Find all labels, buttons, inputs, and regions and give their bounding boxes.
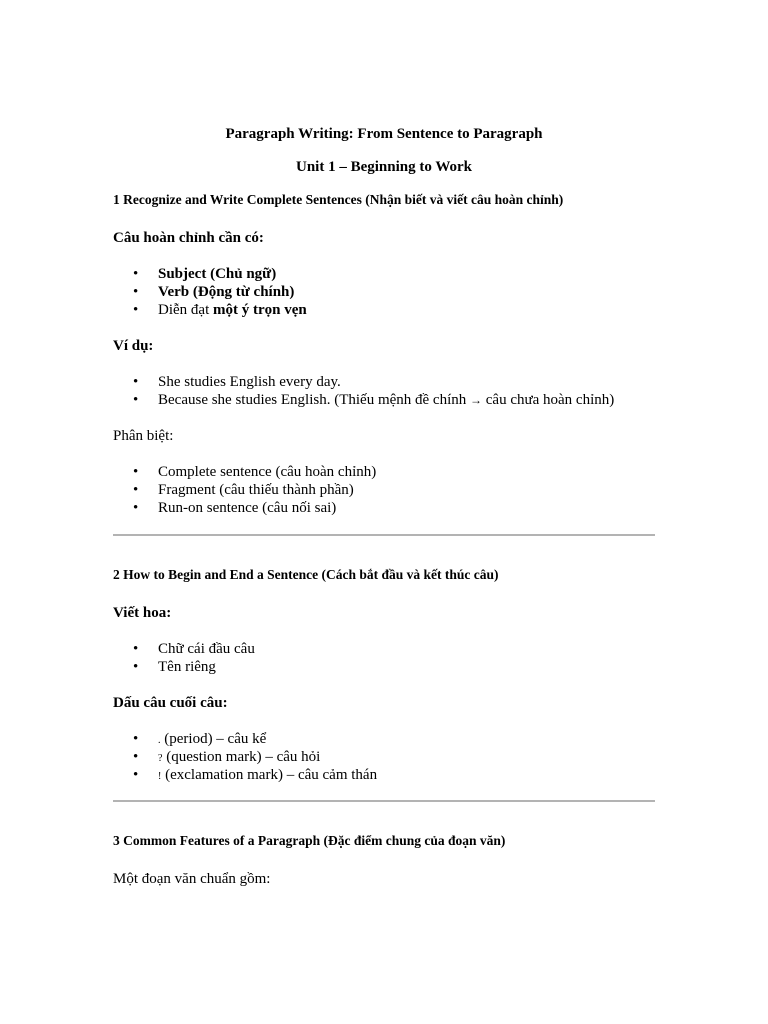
bullet-icon: • [133,767,139,783]
bullet-icon: • [133,500,139,516]
requirements-list [113,265,307,319]
requirements-label: Câu hoàn chỉnh cần có: [113,230,264,246]
question-mark: ? [158,753,163,764]
bullet-icon: • [133,284,139,300]
section-1-heading [113,191,563,209]
unit-title: Unit 1 – Beginning to Work [295,159,472,175]
list-item-emphasis: một ý trọn vẹn [212,302,307,318]
list-item-text: Verb (Động từ chính) [158,284,295,300]
section-heading-text: How to Begin and End a Sentence (Cách bắt đầu và kết thúc câu) [119,567,499,582]
list-item [113,463,376,481]
list-item-text: (period) – câu kể [160,731,267,747]
period-mark: . [158,735,161,746]
list-item-text: Complete sentence (câu hoàn chỉnh) [158,464,377,480]
list-item [113,283,307,301]
list-item-text: Run-on sentence (câu nối sai) [158,500,337,516]
paragraph-intro: Một đoạn văn chuẩn gồm: [113,871,271,887]
section-number: 3 [113,833,120,848]
example-text: Because she studies English. (Thiếu mệnh đề chính [158,392,471,408]
list-item-text: Tên riêng [158,659,216,675]
list-item [113,481,376,499]
section-divider [113,800,655,802]
list-item [113,301,307,319]
bullet-icon: • [133,731,139,747]
example-text: She studies English every day. [158,374,341,390]
distinguish-label [113,427,173,445]
bullet-icon: • [133,374,139,390]
list-item [113,265,307,283]
list-item-text: Diễn đạt [158,302,213,318]
capitalization-label: Viết hoa: [113,605,172,621]
bullet-icon: • [133,749,139,765]
bullet-icon: • [133,392,139,408]
bullet-icon: • [133,302,139,318]
bullet-icon: • [133,266,139,282]
bullet-icon: • [133,464,139,480]
section-heading-text: Common Features of a Paragraph (Đặc điểm chung của đoạn văn) [119,833,506,848]
bullet-icon: • [133,482,139,498]
section-number: 1 [113,192,120,207]
list-item-text: (question mark) – câu hỏi [162,749,321,765]
list-item-text: (exclamation mark) – câu cảm thán [161,767,378,783]
punctuation-list [113,730,377,784]
bullet-icon: • [133,641,139,657]
list-item-text: Fragment (câu thiếu thành phần) [158,482,354,498]
distinguish-text: Phân biệt: [113,428,174,444]
document-title: Paragraph Writing: From Sentence to Paragraph [225,126,543,142]
arrow-right-icon: → [470,393,483,407]
list-item [113,766,377,784]
examples-label: Ví dụ: [113,338,154,354]
exclamation-mark: ! [158,771,162,782]
example-text-tail: câu chưa hoàn chỉnh) [482,392,615,408]
list-item [113,640,255,658]
section-heading-text: Recognize and Write Complete Sentences (Nhận biết và viết câu hoàn chỉnh) [119,192,564,207]
distinguish-list [113,463,376,517]
list-item [113,499,376,517]
list-item [113,658,255,676]
section-number: 2 [113,567,120,582]
list-item [113,748,377,766]
punctuation-label: Dấu câu cuối câu: [113,695,228,711]
list-item-text: Chữ cái đầu câu [158,641,255,657]
capitalization-list [113,640,255,676]
section-divider [113,534,655,536]
section-2-heading [113,566,499,584]
list-item [113,391,614,409]
bullet-icon: • [133,659,139,675]
list-item [113,730,377,748]
section-3-heading [113,832,505,850]
list-item [113,373,614,391]
examples-list [113,373,614,409]
list-item-text: Subject (Chủ ngữ) [158,266,277,282]
